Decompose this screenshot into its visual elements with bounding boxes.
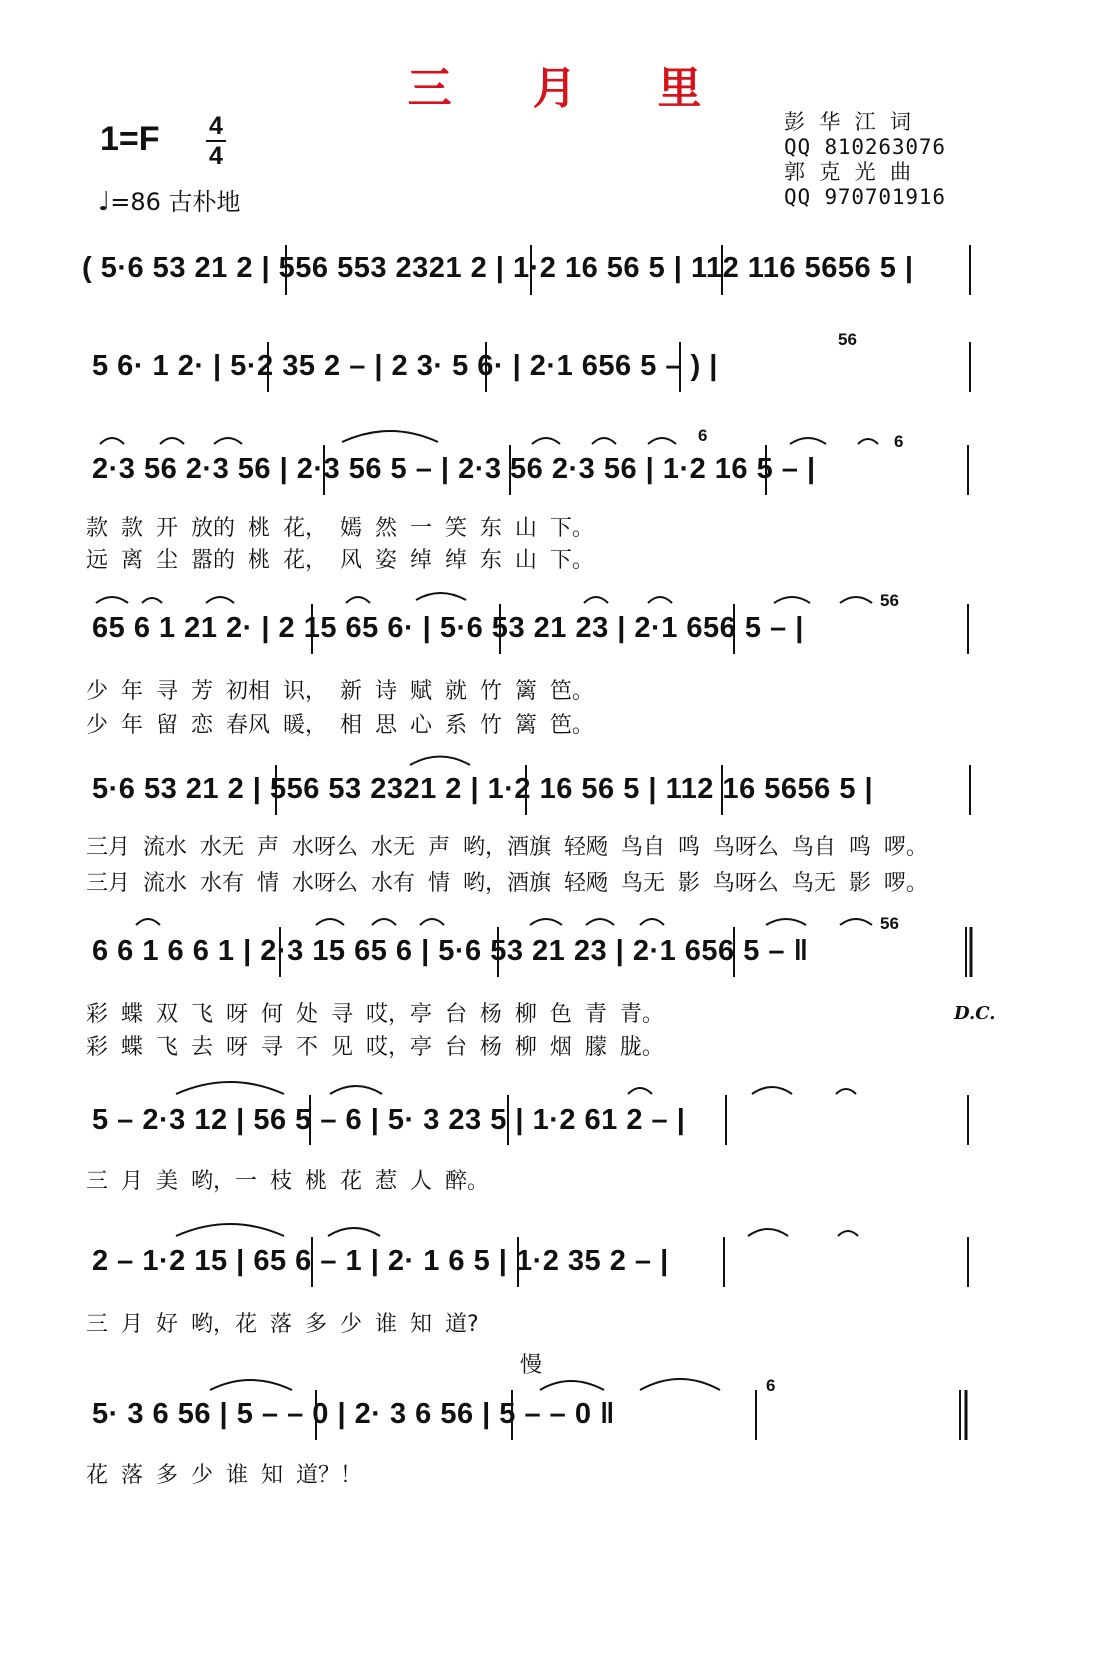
time-signature-bottom: 4 xyxy=(209,142,223,170)
score-line-1: ( 5·6 53 21 2 | 556 553 2321 2 | 1·2 16 56 5 | 112 116 5656 5 | xyxy=(82,252,914,284)
grace-note: 56 xyxy=(880,591,899,610)
score-line-9: 5· 3 6 56 | 5 – – 0 | 2· 3 6 56 | 5 – – 0 ‖ xyxy=(92,1398,615,1430)
tempo-change-marking: 慢 xyxy=(520,1353,543,1378)
grace-note: 6 xyxy=(894,432,904,451)
key-signature: 1=F xyxy=(100,120,160,158)
lyrics-line-5b: 三月 流水 水有 情 水呀么 水有 情 哟，酒旗 轻飏 鸟无 影 鸟呀么 鸟无 影 啰。 xyxy=(86,871,928,896)
lyrics-line-5a: 三月 流水 水无 声 水呀么 水无 声 哟，酒旗 轻飏 鸟自 鸣 鸟呀么 鸟自 鸣 啰。 xyxy=(86,835,928,860)
composer-qq: QQ 970701916 xyxy=(784,185,946,209)
lyrics-line-4a: 少 年 寻 芳 初相 识， 新 诗 赋 就 竹 篱 笆。 xyxy=(86,679,594,704)
score-line-4: 65 6 1 21 2· | 2 15 65 6· | 5·6 53 21 23 | 2·1 656 5 – | xyxy=(92,612,804,644)
quarter-note-icon: ♩ xyxy=(98,187,111,217)
tempo-text: =86 古朴地 xyxy=(110,188,241,216)
composer: 郭 克 光 曲 xyxy=(784,160,912,184)
score-line-8: 2 – 1·2 15 | 65 6 – 1 | 2· 1 6 5 | 1·2 35 2 – | xyxy=(92,1245,669,1277)
grace-note: 56 xyxy=(880,914,899,933)
score-line-6: 6 6 1 6 6 1 | 2·3 15 65 6 | 5·6 53 21 23 | 2·1 656 5 – ‖ xyxy=(92,935,809,967)
lyricist-qq: QQ 810263076 xyxy=(784,135,946,159)
lyrics-line-8: 三 月 好 哟，花 落 多 少 谁 知 道? xyxy=(86,1312,479,1337)
grace-note: 6 xyxy=(698,426,708,445)
score-line-3: 2·3 56 2·3 56 | 2·3 56 5 – | 2·3 56 2·3 56 | 1·2 16 5 – | xyxy=(92,453,816,485)
dc-marking: D.C. xyxy=(954,1003,996,1024)
lyricist: 彭 华 江 词 xyxy=(784,110,912,134)
lyrics-line-6a: 彩 蝶 双 飞 呀 何 处 寻 哎，亭 台 杨 柳 色 青 青。 xyxy=(86,1002,664,1027)
lyrics-line-3b: 远 离 尘 嚣的 桃 花， 风 姿 绰 绰 东 山 下。 xyxy=(86,548,594,573)
song-title: 三 月 里 xyxy=(407,63,711,114)
lyrics-line-4b: 少 年 留 恋 春风 暖， 相 思 心 系 竹 篱 笆。 xyxy=(86,713,594,738)
score-line-2: 5 6· 1 2· | 5·2 35 2 – | 2 3· 5 6· | 2·1 656 5 – ) | xyxy=(92,350,718,382)
grace-note: 56 xyxy=(838,330,857,349)
lyrics-line-7: 三 月 美 哟，一 枝 桃 花 惹 人 醉。 xyxy=(86,1169,489,1194)
lyrics-line-9: 花 落 多 少 谁 知 道？！ xyxy=(86,1463,362,1488)
grace-note: 6 xyxy=(766,1376,776,1395)
lyrics-line-6b: 彩 蝶 飞 去 呀 寻 不 见 哎，亭 台 杨 柳 烟 朦 胧。 xyxy=(86,1035,664,1060)
score-line-5: 5·6 53 21 2 | 556 53 2321 2 | 1·2 16 56 5 | 112 16 5656 5 | xyxy=(92,773,874,805)
lyrics-line-3a: 款 款 开 放的 桃 花， 嫣 然 一 笑 东 山 下。 xyxy=(86,516,594,541)
time-signature-top: 4 xyxy=(209,112,223,140)
score-line-7: 5 – 2·3 12 | 56 5 – 6 | 5· 3 23 5 | 1·2 61 2 – | xyxy=(92,1104,686,1136)
